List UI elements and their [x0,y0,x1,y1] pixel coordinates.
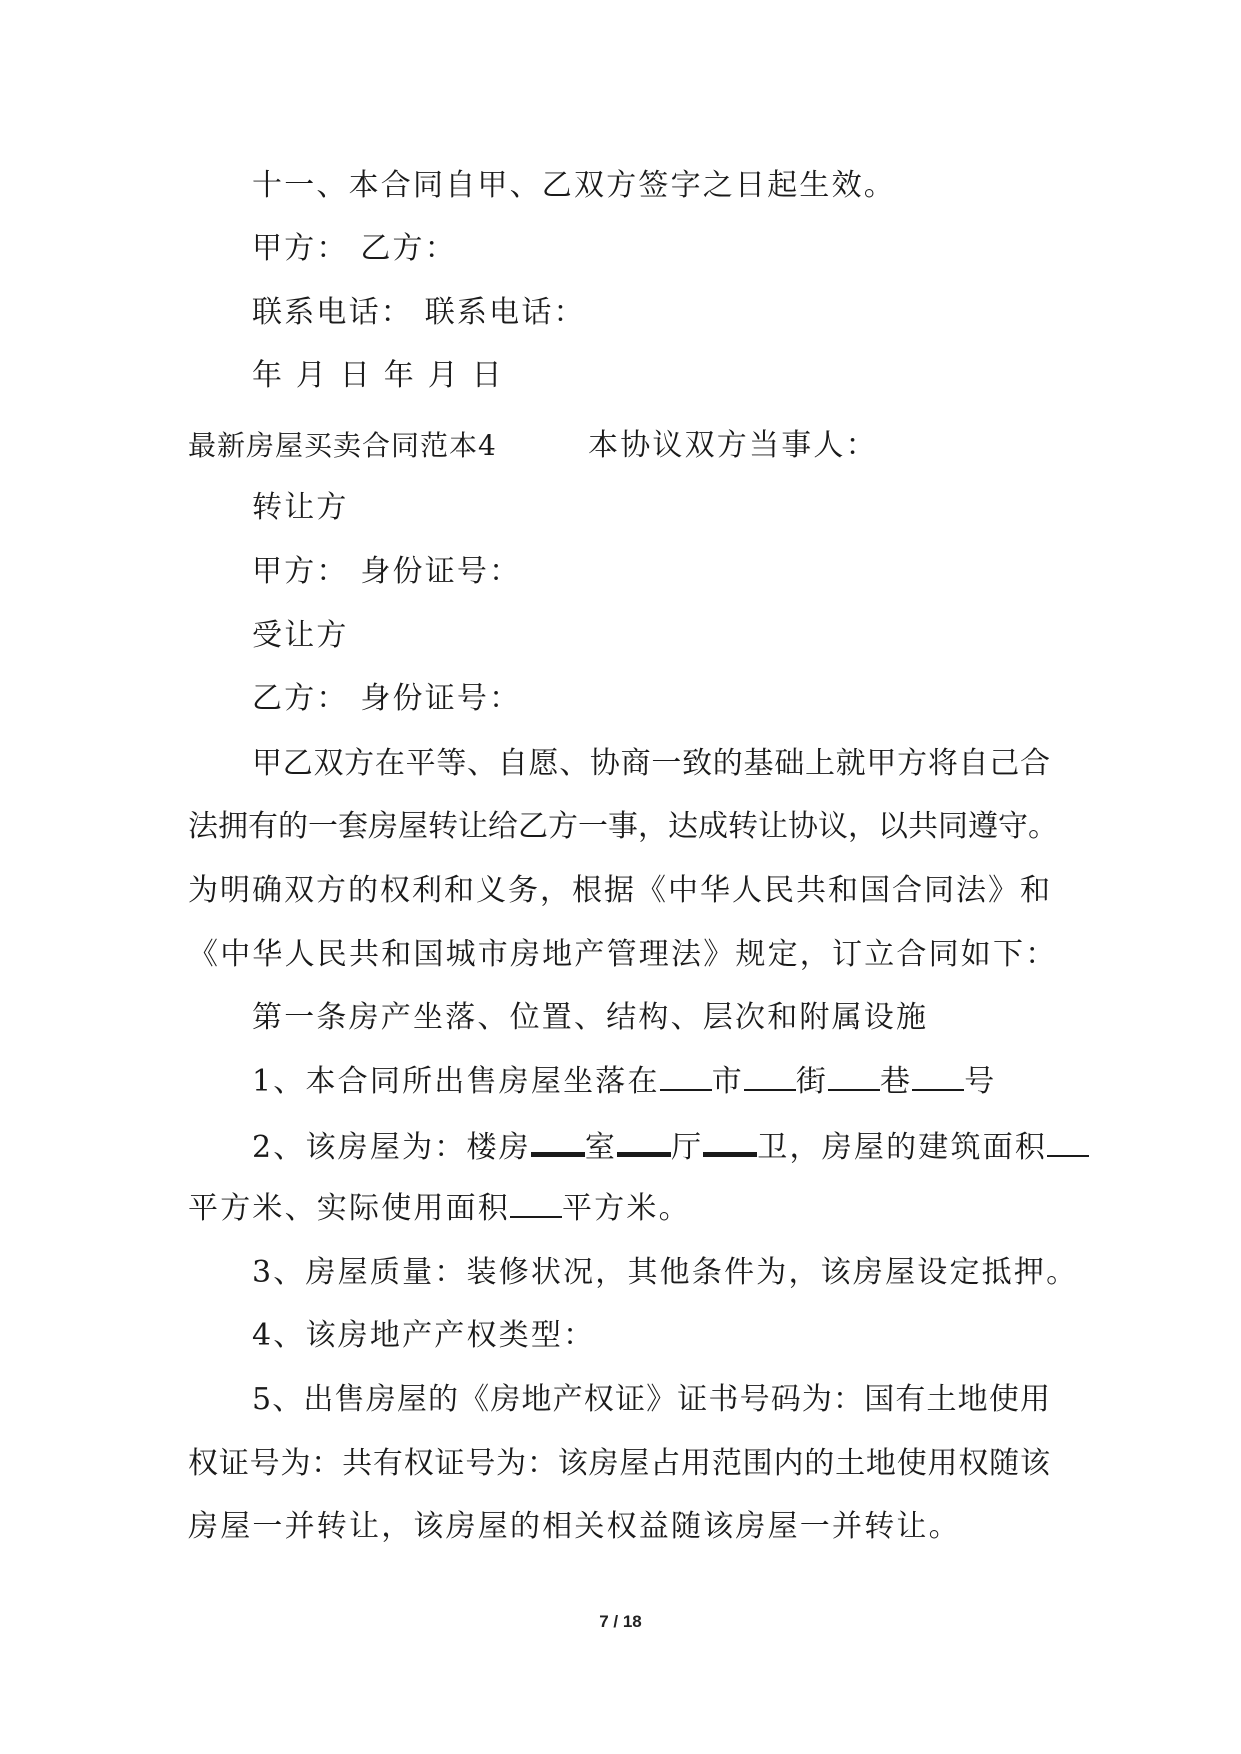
street-blank [744,1063,796,1091]
number-blank [912,1063,964,1091]
article-one-heading: 第一条房产坐落、位置、结构、层次和附属设施 [252,1000,929,1035]
paragraph-line: 法拥有的一套房屋转让给乙方一事，达成转让协议，以共同遵守。 [188,809,1058,844]
usable-area-blank [510,1190,562,1218]
quality-line: 3、房屋质量：装修状况，其他条件为，该房屋设定抵押。 [252,1255,1079,1290]
lane-blank [828,1063,880,1091]
date-line: 年 月 日 年 月 日 [252,358,504,393]
transferee-label: 受让方 [252,618,349,653]
city-label: 市 [711,1064,744,1099]
hall-label: 厅 [671,1130,704,1165]
certificate-line: 房屋一并转让，该房屋的相关权益随该房屋一并转让。 [188,1509,961,1544]
area-blank [1047,1129,1089,1157]
lane-label: 巷 [880,1064,913,1099]
property-type-line: 4、该房地产产权类型： [252,1318,596,1353]
house-type-text: 2、该房屋为：楼房 [252,1130,531,1165]
street-label: 街 [795,1064,829,1099]
certificate-line: 5、出售房屋的《房地产权证》证书号码为：国有土地使用 [252,1382,1050,1417]
party-a-id-line: 甲方： 身份证号： [252,554,522,589]
transferor-label: 转让方 [252,490,349,525]
location-text: 1、本合同所出售房屋坐落在 [252,1064,660,1099]
party-b-id-line: 乙方： 身份证号： [252,681,522,716]
house-type-line [252,1126,1089,1168]
bath-area-label: 卫，房屋的建筑面积 [757,1130,1048,1165]
room-label: 室 [584,1130,618,1165]
area-line [188,1189,691,1229]
clause-eleven: 十一、本合同自甲、乙双方签字之日起生效。 [252,168,896,203]
usable-area-unit: 平方米。 [562,1191,691,1226]
paragraph-line: 为明确双方的权利和义务，根据《中华人民共和国合同法》和 [188,873,1050,908]
number-label: 号 [964,1064,997,1099]
page-number: 7 / 18 [599,1612,642,1631]
room-blank [531,1126,585,1157]
hall-blank [617,1126,671,1157]
usable-area-text: 平方米、实际使用面积 [188,1191,510,1226]
certificate-line: 权证号为：共有权证号为：该房屋占用范围内的土地使用权随该 [188,1446,1050,1481]
paragraph-line: 《中华人民共和国城市房地产管理法》规定，订立合同如下： [188,937,1058,972]
paragraph-line: 甲乙双方在平等、自愿、协商一致的基础上就甲方将自己合 [252,746,1050,781]
city-blank [660,1063,712,1091]
party-a-b-signature: 甲方： 乙方： [252,231,457,266]
location-line [252,1062,997,1102]
contract-title: 最新房屋买卖合同范本4 [188,429,497,462]
parties-intro: 本协议双方当事人： [588,428,878,463]
bath-blank [703,1126,757,1157]
contact-phone-line: 联系电话： 联系电话： [252,295,586,330]
